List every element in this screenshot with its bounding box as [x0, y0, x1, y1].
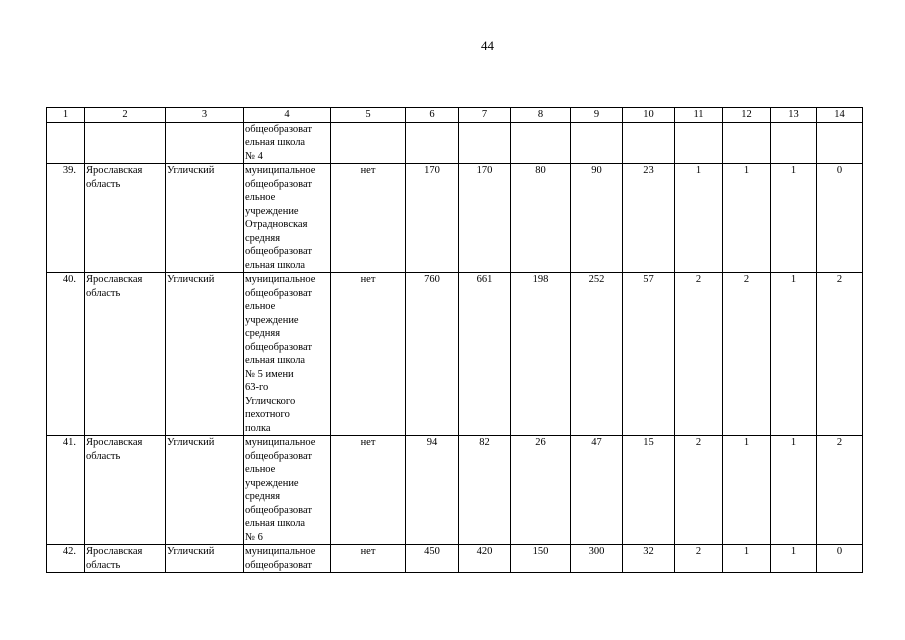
line: ельная школа [245, 137, 306, 148]
name-line: общеобразоват [245, 504, 312, 516]
name-line: средняя [245, 328, 281, 339]
region-line: область [86, 450, 121, 462]
name-line: муниципальное [245, 274, 316, 285]
column-header: 1 [47, 108, 85, 123]
column-header: 11 [675, 108, 723, 123]
data-table [46, 107, 863, 573]
value-cell-14: 2 [817, 273, 863, 436]
column-header: 8 [511, 108, 571, 123]
value-cell-7: 82 [459, 436, 511, 545]
value-cell-6: 760 [406, 273, 459, 436]
name-line: № 5 имени [245, 368, 294, 380]
name-line: учреждение [245, 477, 299, 489]
name-line: общеобразоват [245, 178, 312, 190]
value-cell-7: 661 [459, 273, 511, 436]
row-number-cell: 42. [47, 545, 85, 573]
value-cell-9: 252 [571, 273, 623, 436]
value-cell-8: 26 [511, 436, 571, 545]
name-line: Отрадновская [245, 219, 308, 230]
name-line: учреждение [245, 205, 299, 217]
name-line: средняя [245, 491, 281, 502]
row-number-cell: 40. [47, 273, 85, 436]
value-cell-10: 57 [623, 273, 675, 436]
name-line: ельная школа [245, 355, 306, 366]
column-header: 3 [166, 108, 244, 123]
region-line: область [86, 559, 121, 571]
region-cell [85, 273, 166, 436]
name-line: общеобразоват [245, 246, 312, 257]
row-number-cell: 39. [47, 164, 85, 273]
value-cell-11: 2 [675, 273, 723, 436]
name-line: муниципальное [245, 165, 316, 176]
name-line: ельная школа [245, 259, 306, 271]
row-number-cell: 41. [47, 436, 85, 545]
name-line: № 6 [245, 531, 263, 543]
institution-name-cell [244, 164, 331, 273]
column-header: 10 [623, 108, 675, 123]
column-header: 9 [571, 108, 623, 123]
value-cell-13: 1 [771, 164, 817, 273]
flag-cell: нет [331, 545, 406, 573]
column-header: 6 [406, 108, 459, 123]
region-line: область [86, 287, 121, 299]
value-cell-6: 94 [406, 436, 459, 545]
continuation-cell [244, 122, 331, 164]
name-line: учреждение [245, 314, 299, 326]
region-cell [85, 436, 166, 545]
line: № 4 [245, 150, 263, 162]
value-cell-12: 2 [723, 273, 771, 436]
header-row [47, 108, 863, 123]
value-cell-6: 170 [406, 164, 459, 273]
district-cell: Угличский [166, 164, 244, 273]
name-line: ельное [245, 464, 276, 475]
name-line: полка [245, 422, 271, 434]
value-cell-8: 150 [511, 545, 571, 573]
value-cell-8: 198 [511, 273, 571, 436]
value-cell-10: 23 [623, 164, 675, 273]
name-line: муниципальное [245, 546, 316, 557]
value-cell-9: 47 [571, 436, 623, 545]
value-cell-11: 2 [675, 436, 723, 545]
flag-cell: нет [331, 436, 406, 545]
district-cell: Угличский [166, 273, 244, 436]
region-line: Ярославская [86, 274, 143, 285]
name-line: ельное [245, 301, 276, 312]
value-cell-12: 1 [723, 545, 771, 573]
region-cell [85, 545, 166, 573]
name-line: 63-го [245, 382, 269, 393]
value-cell-10: 32 [623, 545, 675, 573]
name-line: муниципальное [245, 437, 316, 448]
name-line: общеобразоват [245, 559, 312, 571]
value-cell-14: 0 [817, 164, 863, 273]
value-cell-12: 1 [723, 164, 771, 273]
value-cell-13: 1 [771, 545, 817, 573]
column-header: 7 [459, 108, 511, 123]
flag-cell: нет [331, 273, 406, 436]
value-cell-9: 300 [571, 545, 623, 573]
value-cell-10: 15 [623, 436, 675, 545]
value-cell-14: 2 [817, 436, 863, 545]
flag-cell: нет [331, 164, 406, 273]
column-header: 2 [85, 108, 166, 123]
name-line: общеобразоват [245, 287, 312, 299]
table-row [47, 545, 863, 573]
name-line: общеобразоват [245, 450, 312, 462]
value-cell-13: 1 [771, 273, 817, 436]
region-line: область [86, 178, 121, 190]
column-header: 5 [331, 108, 406, 123]
name-line: пехотного [245, 409, 290, 420]
table-row [47, 273, 863, 436]
value-cell-12: 1 [723, 436, 771, 545]
name-line: ельная школа [245, 518, 306, 529]
column-header: 13 [771, 108, 817, 123]
table-row [47, 164, 863, 273]
value-cell-8: 80 [511, 164, 571, 273]
region-line: Ярославская [86, 546, 143, 557]
continuation-row [47, 122, 863, 164]
district-cell: Угличский [166, 436, 244, 545]
line: общеобразоват [245, 123, 312, 135]
value-cell-7: 420 [459, 545, 511, 573]
name-line: общеобразоват [245, 341, 312, 353]
region-line: Ярославская [86, 165, 143, 176]
institution-name-cell [244, 436, 331, 545]
value-cell-9: 90 [571, 164, 623, 273]
column-header: 14 [817, 108, 863, 123]
name-line: ельное [245, 192, 276, 203]
table-row [47, 436, 863, 545]
district-cell: Угличский [166, 545, 244, 573]
page-number: 44 [481, 38, 494, 53]
institution-name-cell [244, 545, 331, 573]
value-cell-11: 2 [675, 545, 723, 573]
value-cell-11: 1 [675, 164, 723, 273]
value-cell-13: 1 [771, 436, 817, 545]
column-header: 12 [723, 108, 771, 123]
value-cell-7: 170 [459, 164, 511, 273]
name-line: Угличского [245, 395, 296, 407]
column-header: 4 [244, 108, 331, 123]
region-cell [85, 164, 166, 273]
value-cell-14: 0 [817, 545, 863, 573]
institution-name-cell [244, 273, 331, 436]
value-cell-6: 450 [406, 545, 459, 573]
name-line: средняя [245, 232, 281, 244]
region-line: Ярославская [86, 437, 143, 448]
